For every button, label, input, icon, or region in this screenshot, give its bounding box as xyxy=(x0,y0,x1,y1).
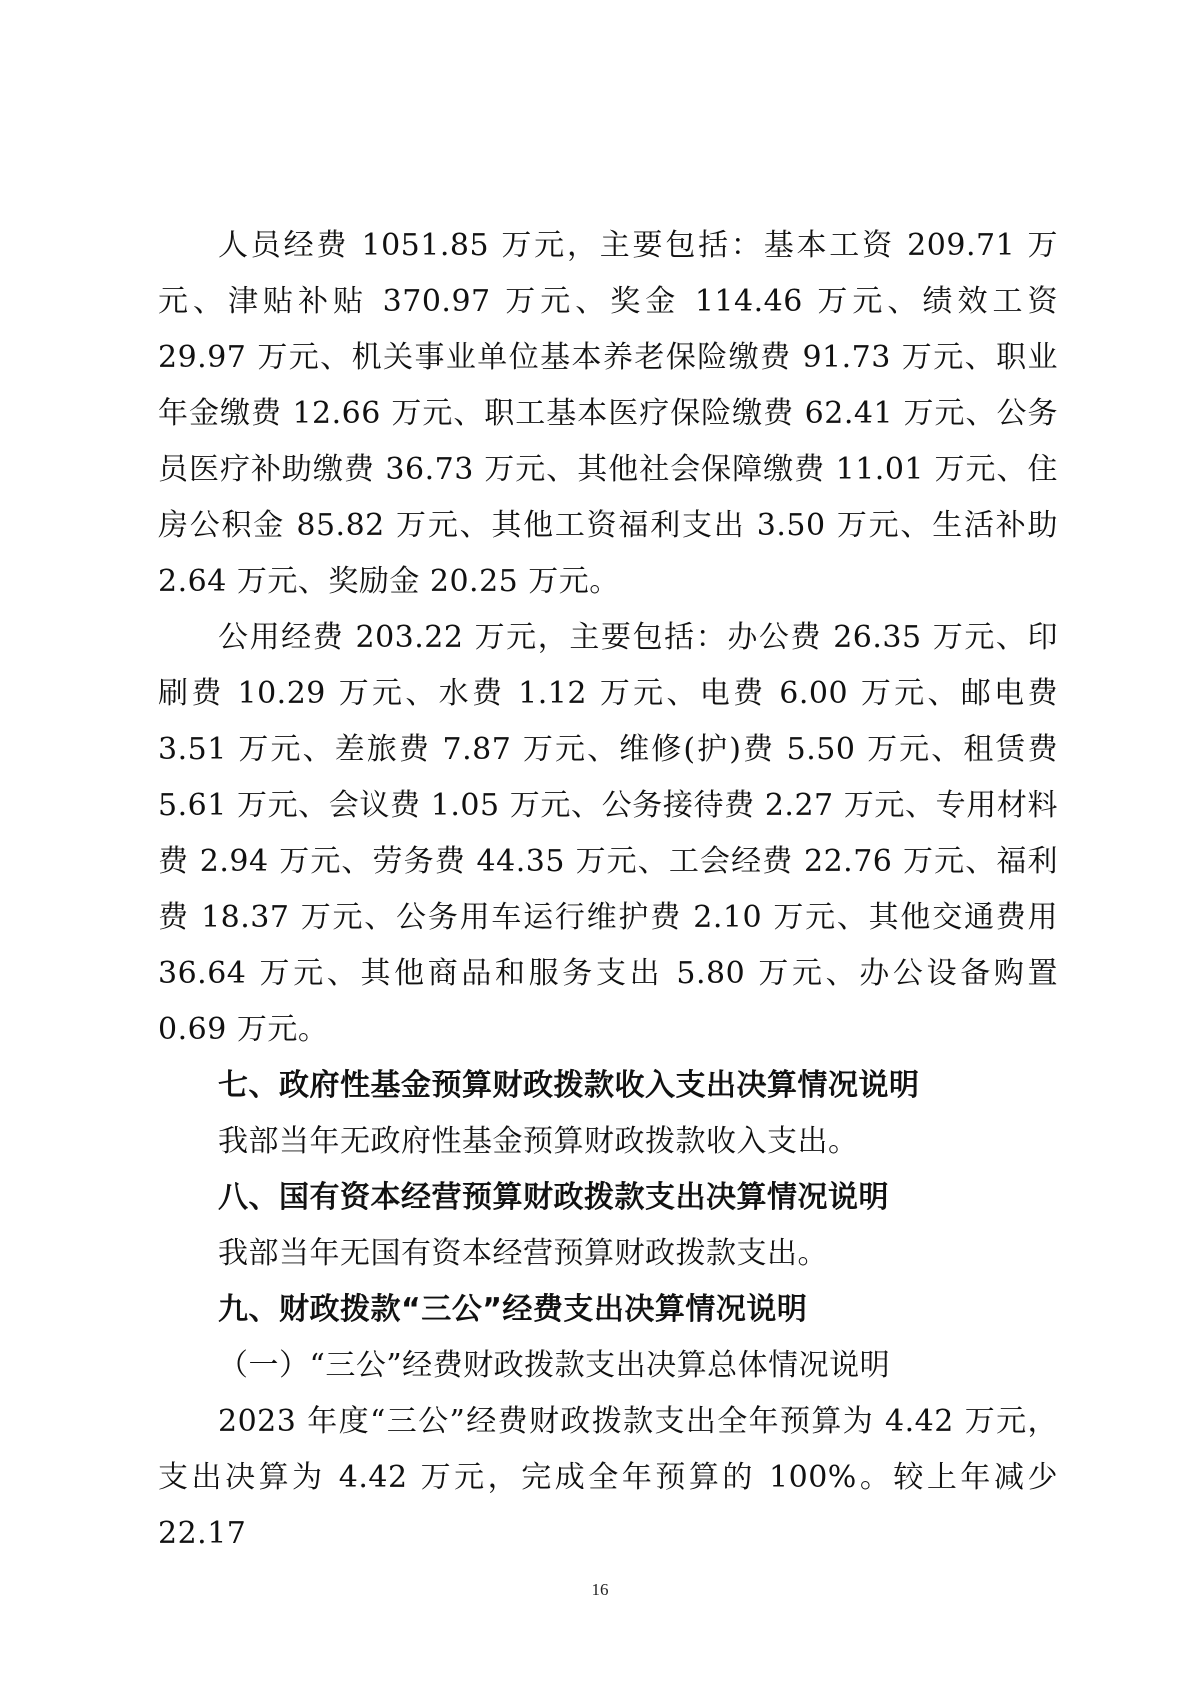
section-heading-8: 八、国有资本经营预算财政拨款支出决算情况说明 xyxy=(218,1180,889,1215)
section-heading-9: 九、财政拨款“三公”经费支出决算情况说明 xyxy=(218,1292,808,1327)
paragraph-three-public-expenses: 2023 年度“三公”经费财政拨款支出全年预算为 4.42 万元，支出决算为 4.42 万元，完成全年预算的 100%。较上年减少 22.17 xyxy=(158,1404,1058,1551)
paragraph-section-8: 我部当年无国有资本经营预算财政拨款支出。 xyxy=(218,1236,828,1271)
paragraph-section-7: 我部当年无政府性基金预算财政拨款收入支出。 xyxy=(218,1124,859,1159)
subsection-heading-9-1: （一）“三公”经费财政拨款支出决算总体情况说明 xyxy=(218,1348,891,1383)
section-heading-7: 七、政府性基金预算财政拨款收入支出决算情况说明 xyxy=(218,1068,920,1103)
document-page xyxy=(158,218,1058,1562)
page-number: 16 xyxy=(591,1580,609,1599)
paragraph-personnel-expenses: 人员经费 1051.85 万元，主要包括：基本工资 209.71 万元、津贴补贴 370.97 万元、奖金 114.46 万元、绩效工资 29.97 万元、机关事业单位基本养老保险缴费 91.73 万元、职业年金缴费 12.66 万元、职工基本医疗保险缴费 62.41 万元、公务员医疗补助缴费 36.73 万元、其他社会保障缴费 11.01 万元、住房公积金 85.82 万元、其他工资福利支出 3.50 万元、生活补助 2.64 万元、奖励金 20.25 万元。 xyxy=(158,228,1058,599)
paragraph-public-expenses: 公用经费 203.22 万元，主要包括：办公费 26.35 万元、印刷费 10.29 万元、水费 1.12 万元、电费 6.00 万元、邮电费 3.51 万元、差旅费 7.87 万元、维修(护)费 5.50 万元、租赁费 5.61 万元、会议费 1.05 万元、公务接待费 2.27 万元、专用材料费 2.94 万元、劳务费 44.35 万元、工会经费 22.76 万元、福利费 18.37 万元、公务用车运行维护费 2.10 万元、其他交通费用 36.64 万元、其他商品和服务支出 5.80 万元、办公设备购置 0.69 万元。 xyxy=(158,620,1058,1047)
